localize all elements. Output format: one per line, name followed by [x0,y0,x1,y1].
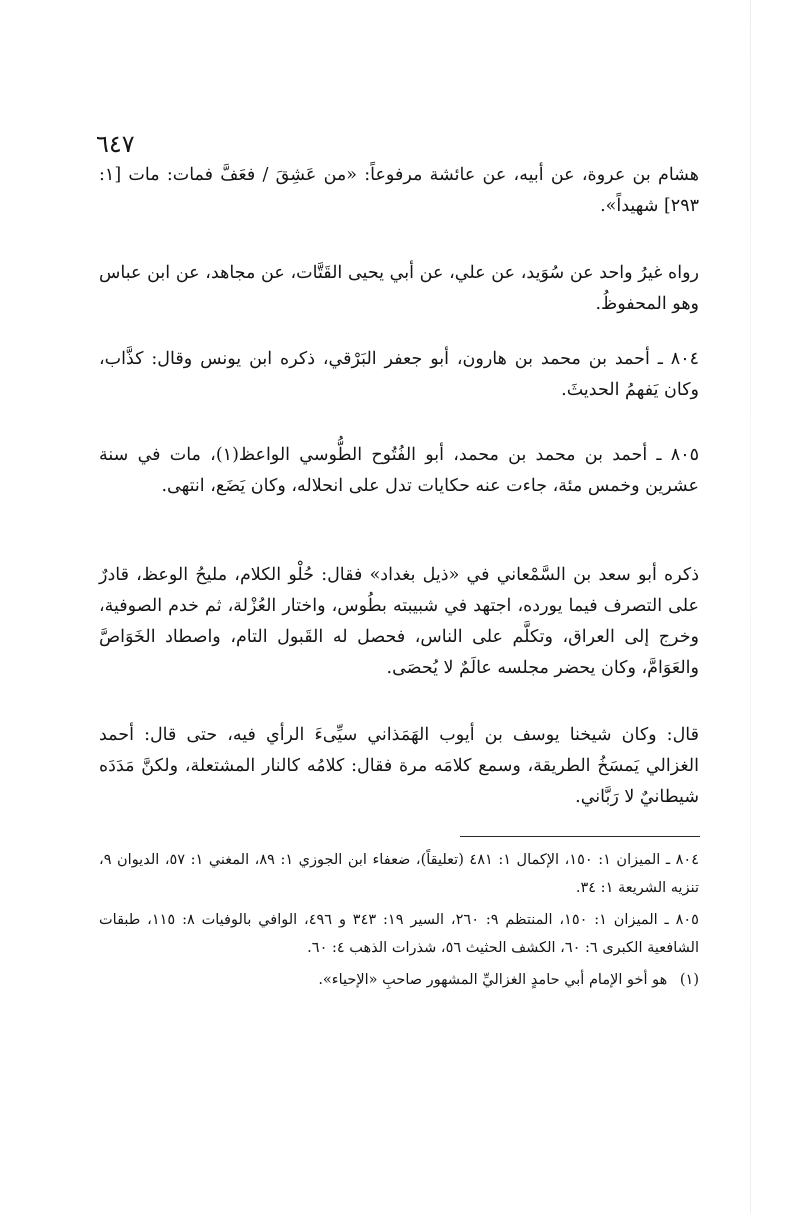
entry-804-text: ٨٠٤ ـ أحمد بن محمد بن هارون، أبو جعفر البَرْقي، ذكره ابن يونس وقال: كذَّاب، وكان يَفهمُ الحديثَ. [99,349,699,400]
footnote-divider [460,836,700,837]
entry-804 [99,344,699,406]
entry-805-text: ٨٠٥ ـ أحمد بن محمد بن محمد، أبو الفُتُوح الطُّوسي الواعظ(١)، مات في سنة عشرين وخمس مئة، جاءت عنه حكايات تدل على انحلاله، وكان يَضَع، انتهى. [99,445,699,496]
page-number: ٦٤٧ [96,130,135,158]
entry-805 [99,440,699,502]
scan-edge-line [750,0,751,1213]
intro-text: هشام بن عروة، عن أبيه، عن عائشة مرفوعاً: «من عَشِقَ / فعَفَّ فمات: مات [١: ٢٩٣] شهيداً». [99,165,699,216]
footnote-1-text: هو أخو الإمام أبي حامدٍ الغزاليِّ المشهور صاحبِ «الإحياء». [318,972,668,988]
footnote-1-number: (١) [679,972,699,988]
samani-quote-text: ذكره أبو سعد بن السَّمْعاني في «ذيل بغداد» فقال: حُلْو الكلام، مليحُ الوعظ، قادرٌ على التصرف فيما يورده، اجتهد في شبيبته بطُوس، واختار العُزْلة، ثم خدم الصوفية، وخرج إلى العراق، وتكلَّم على الناس، فحصل له القَبول التام، واصطاد الخَوَاصَّ والعَوَامَّ، وكان يحضر مجلسه عالَمٌ لا يُحصَى. [99,565,699,678]
footnote-805: ٨٠٥ ـ الميزان ١: ١٥٠، المنتظم ٩: ٢٦٠، السير ١٩: ٣٤٣ و ٤٩٦، الوافي بالوفيات ٨: ١١٥، طبقات الشافعية الكبرى ٦: ٦٠، الكشف الحثيث ٥٦، شذرات الذهب ٤: ٦٠. [99,912,699,956]
intro-paragraph [99,160,699,222]
footnotes [99,846,699,998]
footnote-1 [99,966,699,994]
samani-quote-paragraph [99,560,699,684]
riwaya-text: رواه غيرُ واحد عن سُوَيد، عن علي، عن أبي يحيى القَتَّات، عن مجاهد، عن ابن عباس وهو المحفوظُ. [99,263,699,314]
hamadhani-quote-text: قال: وكان شيخنا يوسف بن أيوب الهَمَذاني سيِّىءَ الرأي فيه، حتى قال: أحمد الغزالي يَمسَخُ الطريقة، وسمع كلامَه مرة فقال: كلامُه كالنار المشتعلة، ولكنَّ مَدَدَه شيطانيٌ لا رَبَّاني. [99,725,699,807]
footnote-804: ٨٠٤ ـ الميزان ١: ١٥٠، الإكمال ١: ٤٨١ (تعليقاً)، ضعفاء ابن الجوزي ١: ٨٩، المغني ١: ٥٧، الديوان ٩، تنزيه الشريعة ١: ٣٤. [99,852,699,896]
hamadhani-quote-paragraph [99,720,699,813]
riwaya-paragraph [99,258,699,320]
